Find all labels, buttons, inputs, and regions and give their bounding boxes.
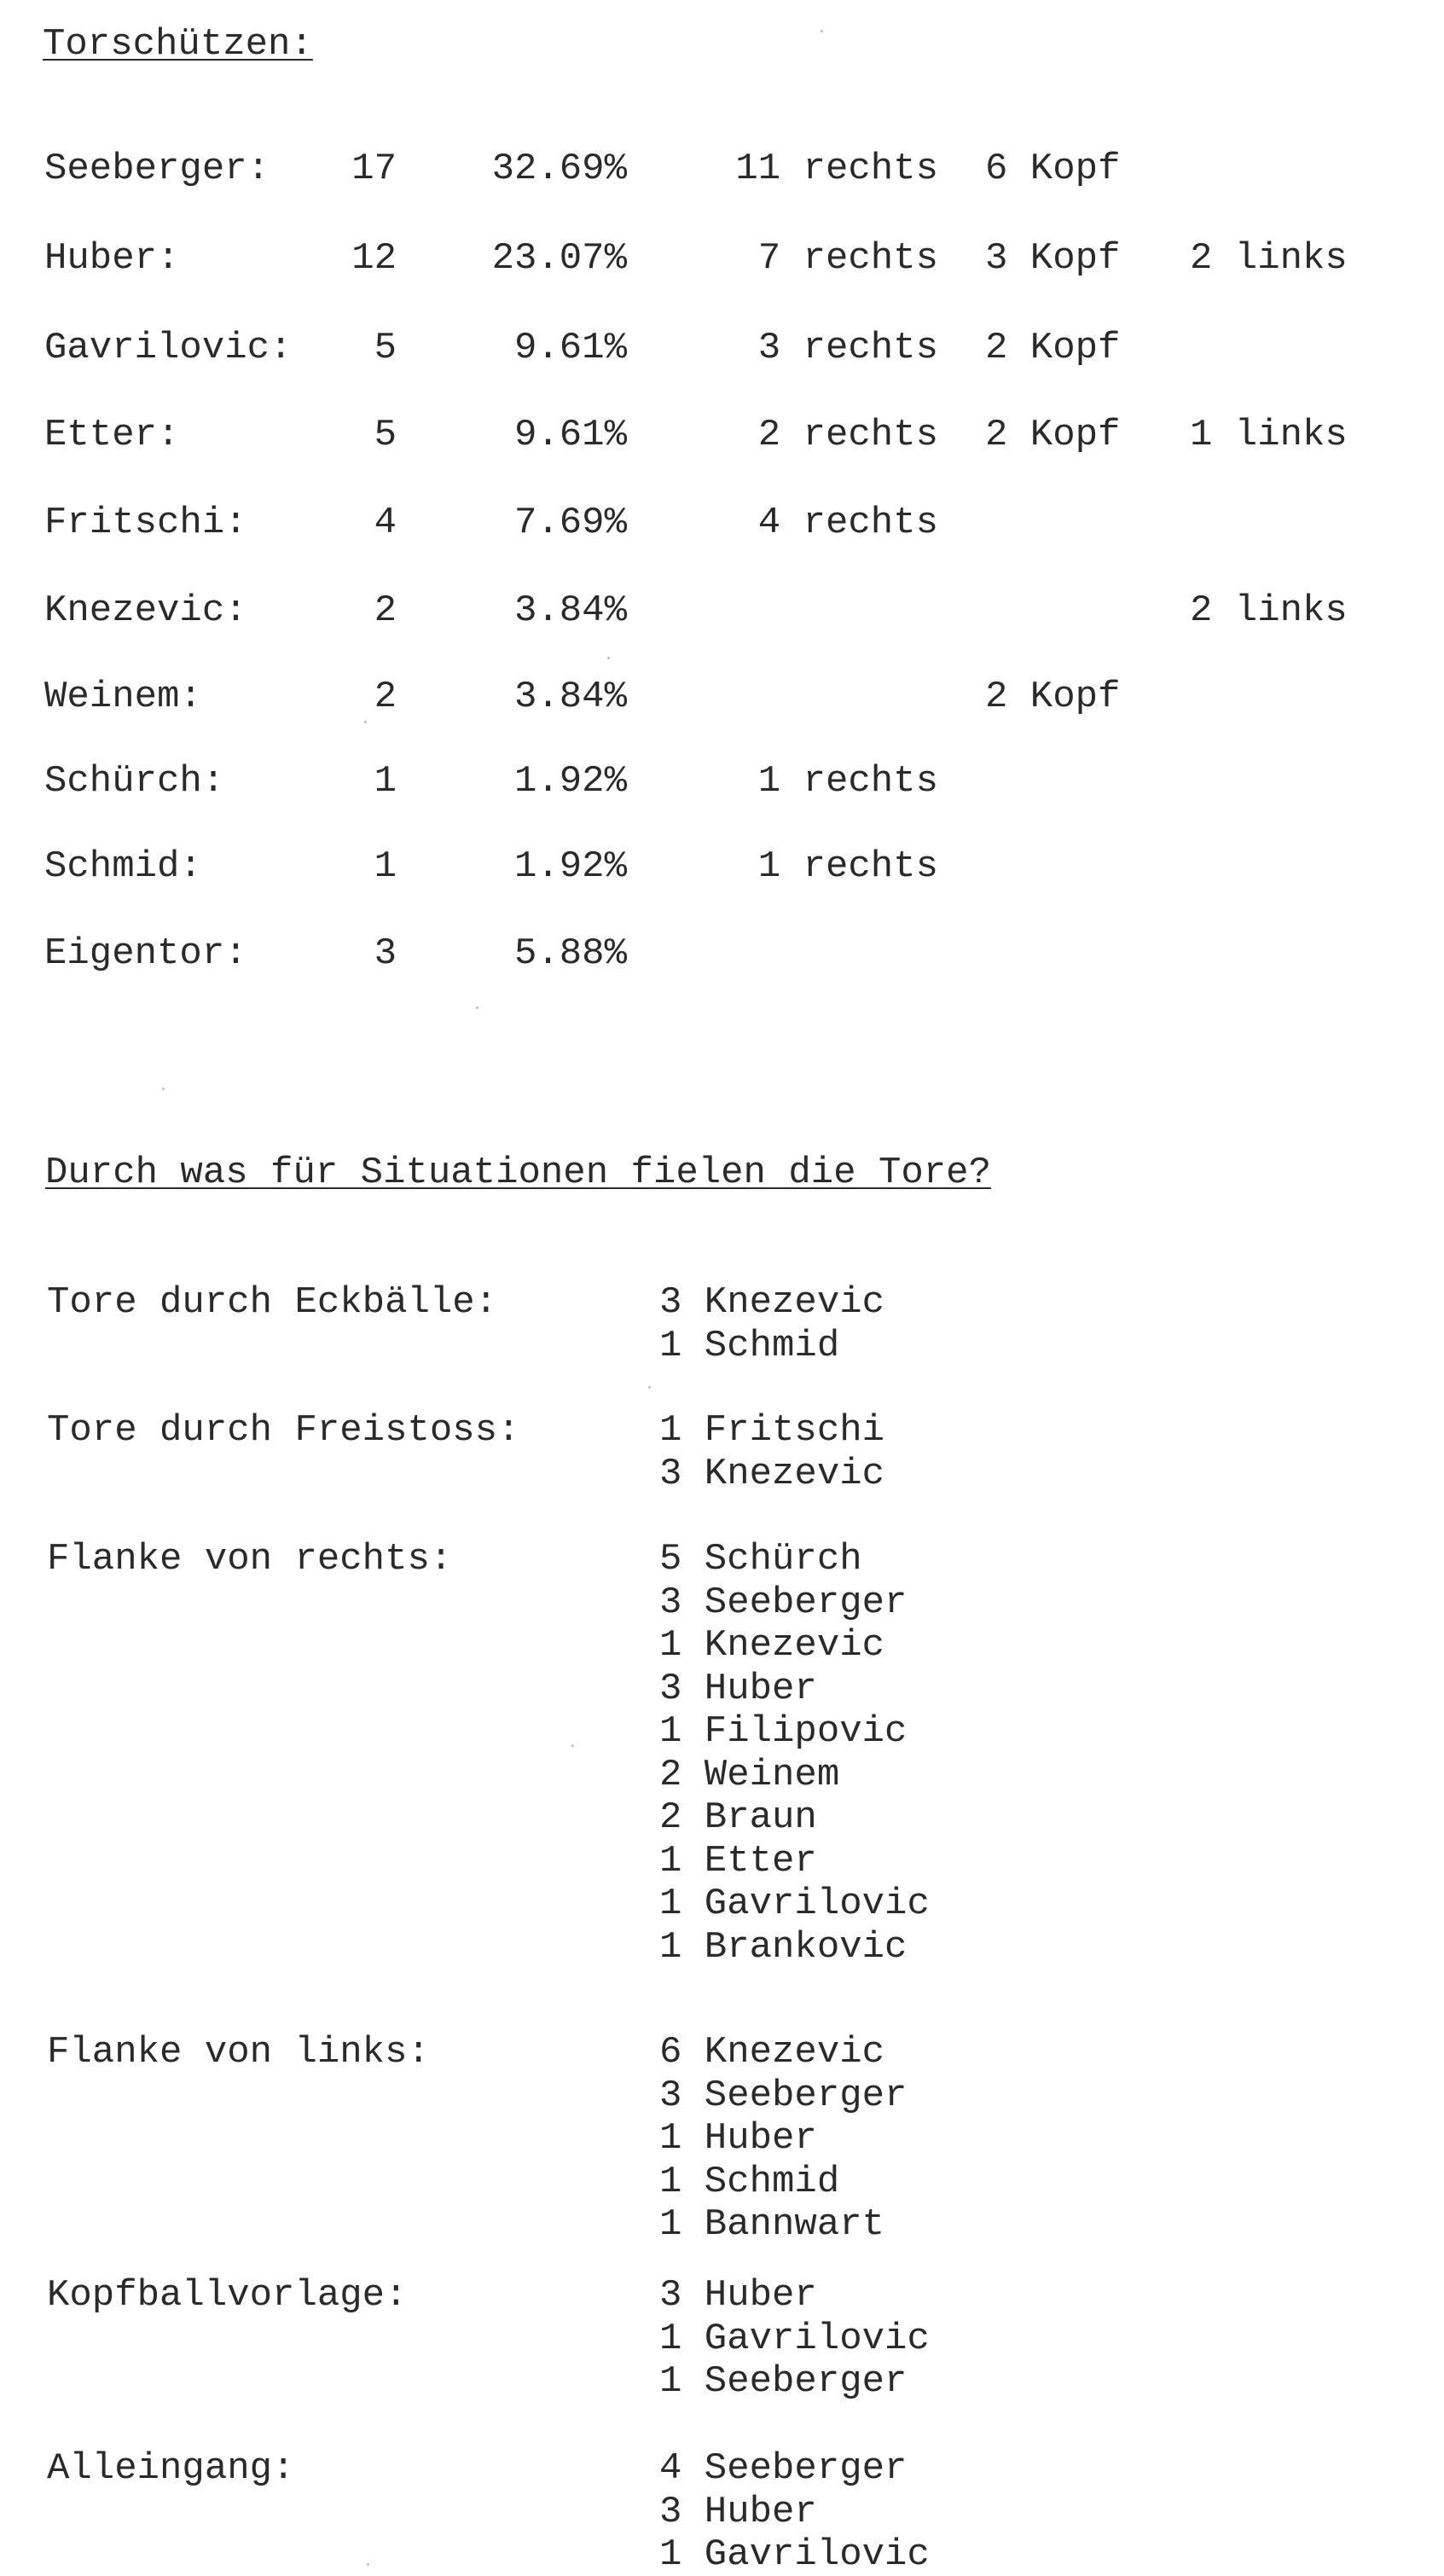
scorer-left-cell: 2 links	[1190, 589, 1348, 632]
scan-speck	[367, 2563, 369, 2566]
scorer-pct-cell: 3.84%	[513, 676, 627, 718]
scorer-goals-cell: 2	[374, 676, 397, 718]
situation-entry: 1 Gavrilovic	[659, 2317, 930, 2360]
situation-label: Tore durch Eckbälle:	[47, 1281, 498, 1324]
scorer-pct-cell: 3.84%	[513, 589, 627, 632]
scorer-goals-cell: 12	[351, 237, 397, 280]
situation-entry: 4 Seeberger	[659, 2447, 908, 2490]
situation-entry: 3 Huber	[659, 2490, 817, 2533]
scorer-right-cell: 1 rechts	[757, 845, 938, 888]
scan-speck	[364, 721, 367, 723]
scorer-goals-cell: 3	[374, 932, 397, 975]
scorer-goals-cell: 1	[374, 845, 397, 888]
scan-speck	[607, 657, 610, 659]
scorer-goals-cell: 4	[374, 502, 397, 544]
scorer-goals-cell: 17	[351, 148, 397, 190]
scorer-pct-cell: 1.92%	[513, 760, 627, 803]
scorer-pct-cell: 32.69%	[491, 148, 627, 190]
situation-entry: 1 Gavrilovic	[659, 1883, 930, 1925]
situation-entry: 1 Etter	[659, 1839, 817, 1883]
scorer-left-cell: 2 links	[1190, 237, 1348, 280]
situation-entry: 1 Bannwart	[659, 2203, 885, 2246]
situation-entry: 1 Gavrilovic	[659, 2533, 930, 2576]
scorer-name-cell: Fritschi:	[44, 502, 247, 544]
scorer-goals-cell: 2	[374, 589, 397, 632]
scorer-name-cell: Schmid:	[44, 845, 202, 888]
scan-speck	[821, 30, 823, 32]
scorer-goals-cell: 5	[374, 414, 397, 456]
situation-entry: 1 Brankovic	[659, 1925, 908, 1969]
scorer-right-cell: 3 rechts	[757, 327, 938, 369]
scorer-pct-cell: 9.61%	[513, 414, 627, 456]
scorer-pct-cell: 1.92%	[513, 845, 627, 888]
scorer-name-cell: Knezevic:	[44, 589, 247, 632]
situation-entry: 3 Huber	[659, 1667, 817, 1710]
scorer-right-cell: 4 rechts	[757, 502, 938, 544]
scorer-pct-cell: 7.69%	[513, 502, 627, 544]
situation-entry: 1 Huber	[659, 2117, 817, 2160]
situation-label: Tore durch Freistoss:	[47, 1409, 520, 1452]
scorer-right-cell: 7 rechts	[757, 237, 938, 280]
situation-entry: 1 Knezevic	[659, 1624, 885, 1667]
scorer-head-cell: 2 Kopf	[985, 327, 1121, 369]
scorer-right-cell: 1 rechts	[757, 760, 938, 803]
scorer-head-cell: 3 Kopf	[985, 237, 1121, 280]
scorer-head-cell: 2 Kopf	[985, 676, 1121, 718]
scorer-right-cell: 11 rechts	[735, 148, 938, 190]
scorer-name-cell: Gavrilovic:	[44, 327, 293, 369]
scorer-head-cell: 2 Kopf	[985, 414, 1121, 456]
situation-entry: 3 Seeberger	[659, 1581, 908, 1624]
situation-entry: 3 Seeberger	[659, 2074, 908, 2117]
situation-entry: 5 Schürch	[659, 1538, 862, 1581]
situation-label: Flanke von rechts:	[47, 1538, 453, 1581]
situation-entry: 3 Knezevic	[659, 1281, 885, 1324]
situation-entry: 2 Braun	[659, 1796, 817, 1839]
scorer-goals-cell: 1	[374, 760, 397, 803]
situation-label: Kopfballvorlage:	[47, 2274, 408, 2317]
scan-speck	[476, 1007, 478, 1009]
scorer-goals-cell: 5	[374, 327, 397, 369]
scorer-name-cell: Weinem:	[44, 676, 202, 718]
scorer-head-cell: 6 Kopf	[985, 148, 1121, 190]
scorer-name-cell: Huber:	[44, 237, 180, 280]
scorer-left-cell: 1 links	[1190, 414, 1348, 456]
situation-entry: 1 Fritschi	[659, 1409, 885, 1452]
scorer-name-cell: Seeberger:	[44, 148, 270, 190]
scan-speck	[162, 1088, 165, 1090]
situations-heading: Durch was für Situationen fielen die Tore?	[45, 1152, 991, 1194]
scorer-pct-cell: 5.88%	[513, 932, 627, 975]
situation-entry: 1 Schmid	[659, 1324, 840, 1367]
situation-entry: 1 Seeberger	[659, 2360, 908, 2403]
scan-speck	[648, 1386, 651, 1389]
situation-entry: 1 Schmid	[659, 2160, 840, 2203]
situation-label: Alleingang:	[47, 2447, 295, 2490]
situation-entry: 1 Filipovic	[659, 1710, 908, 1753]
situation-entry: 2 Weinem	[659, 1753, 840, 1796]
scorer-pct-cell: 9.61%	[513, 327, 627, 369]
scorer-name-cell: Etter:	[44, 414, 180, 456]
scorer-right-cell: 2 rechts	[757, 414, 938, 456]
scorer-name-cell: Eigentor:	[44, 932, 247, 975]
scorer-name-cell: Schürch:	[44, 760, 225, 803]
situation-label: Flanke von links:	[47, 2031, 430, 2074]
scorers-heading: Torschützen:	[43, 23, 313, 66]
situation-entry: 3 Knezevic	[659, 1452, 885, 1495]
scan-speck	[571, 1744, 574, 1747]
situation-entry: 3 Huber	[659, 2274, 817, 2317]
situation-entry: 6 Knezevic	[659, 2031, 885, 2074]
scorer-pct-cell: 23.07%	[491, 237, 627, 280]
